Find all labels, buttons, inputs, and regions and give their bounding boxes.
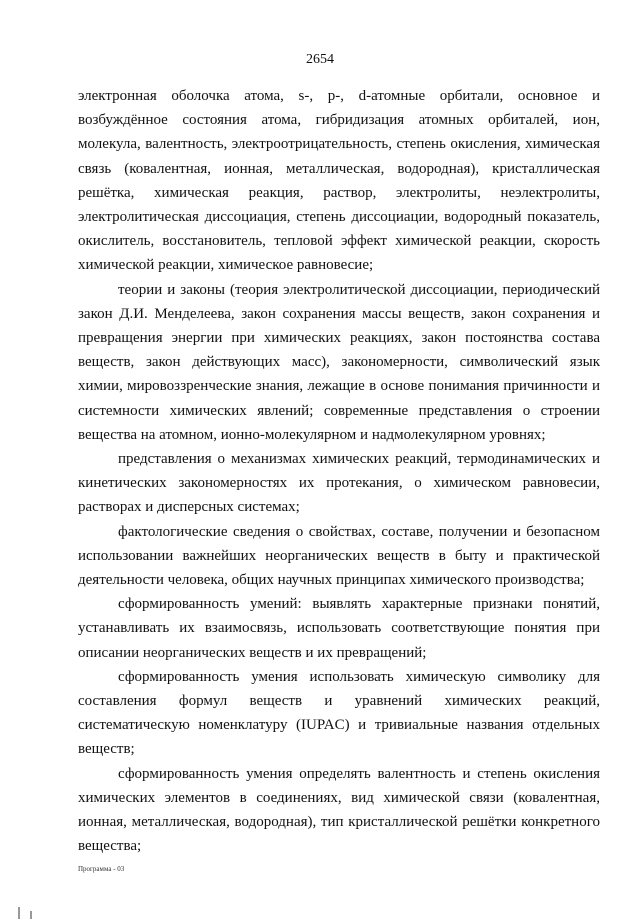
paragraph: электронная оболочка атома, s-, p-, d-атомные орбитали, основное и возбуждённое состояния атома, гибридизация атомных орбиталей, ион, молекула, валентность, электроотрицательность, степень окисления, химическая связь (ковалентная, ионная, металлическая, водородная), кристаллическая решётка, химическая реакция, раствор, электролиты, неэлектролиты, электролитическая диссоциация, степень диссоциации, водородный показатель, окислитель, восстановитель, тепловой эффект химической реакции, скорость химической реакции, химическое равновесие; xyxy=(78,88,600,274)
footer-label: Программа - 03 xyxy=(78,865,125,873)
paragraph: теории и законы (теория электролитической диссоциации, периодический закон Д.И. Менделеева, закон сохранения массы веществ, закон сохранения и превращения энергии при химических реакциях, закон постоянства состава веществ, закон действующих масс), закономерности, символический язык химии, мировоззренческие знания, лежащие в основе понимания причинности и системности химических явлений; современные представления о строении вещества на атомном, ионно-молекулярном и надмолекулярном уровнях; xyxy=(78,281,600,443)
paragraph: представления о механизмах химических реакций, термодинамических и кинетических закономерностях их протекания, о химическом равновесии, растворах и дисперсных системах; xyxy=(78,451,600,516)
paragraph: сформированность умений: выявлять характерные признаки понятий, устанавливать их взаимосвязь, использовать соответствующие понятия при описании неорганических веществ и их превращений; xyxy=(78,596,600,661)
paragraph: фактологические сведения о свойствах, составе, получении и безопасном использовании важнейших неорганических веществ в быту и практической деятельности человека, общих научных принципах химического производства; xyxy=(78,523,600,589)
body-text xyxy=(78,84,600,859)
scan-edge-mark xyxy=(30,911,32,919)
paragraph: сформированность умения использовать химическую символику для составления формул веществ и уравнений химических реакций, систематическую номенклатуру (IUPAC) и тривиальные названия отдельных веществ; xyxy=(78,668,600,758)
paragraph: сформированность умения определять валентность и степень окисления химических элементов в соединениях, вид химической связи (ковалентная, ионная, металлическая, водородная), тип кристаллической решётки конкретного вещества; xyxy=(78,765,600,855)
scan-edge-mark xyxy=(18,907,20,919)
page-number: 2654 xyxy=(306,52,334,67)
